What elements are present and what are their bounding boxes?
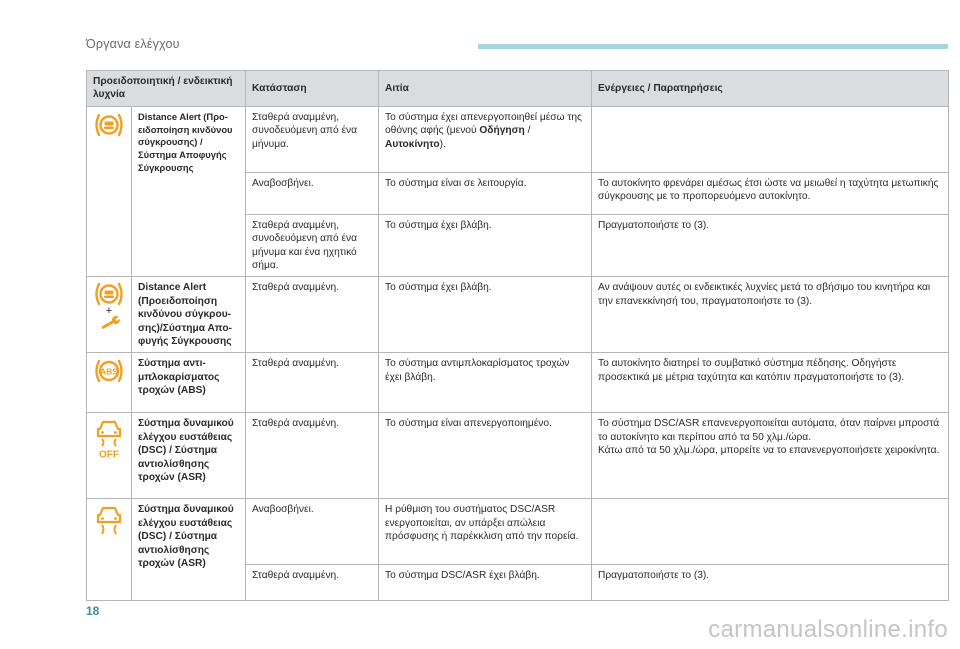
esc-off-icon (93, 417, 125, 459)
state-cell: Σταθερά αναμμένη, συνοδευόμενη από ένα μήνυμα και ένα ηχητικό σήμα. (246, 214, 379, 277)
action-cell (592, 413, 949, 499)
cause-cell: Το σύστημα είναι απενεργοποιημένο. (379, 413, 592, 499)
cause-separator: / (524, 125, 531, 137)
state-cell: Σταθερά αναμμένη. (246, 353, 379, 413)
abs-icon (93, 357, 125, 385)
lamp-icon-cell (87, 277, 132, 353)
action-text: Το σύστημα DSC/ASR επανενεργοποιείται αυτόματα, όταν παίρνει μπροστά το αυτοκίνητο και περίπου από τα 50 χλμ./ώρα. (598, 418, 940, 443)
page-number: 18 (86, 604, 100, 618)
lamp-name: Distance Alert (Προ-ειδοποίηση κινδύνου σύγκρουσης) / Σύστημα Αποφυγής Σύγκρουσης (132, 106, 246, 277)
lamp-icon-cell (87, 413, 132, 499)
cause-cell (379, 106, 592, 172)
action-text-2: Κάτω από τα 50 χλμ./ώρα, μπορείτε να το επανενεργοποιήσετε χειροκίνητα. (598, 445, 940, 457)
lamp-name: Σύστημα αντι-μπλοκαρίσματος τροχών (ABS) (132, 353, 246, 413)
state-cell: Σταθερά αναμμένη. (246, 277, 379, 353)
warning-lamps-table (86, 70, 949, 601)
table-row (87, 413, 949, 499)
header-actions: Ενέργειες / Παρατηρήσεις (592, 71, 949, 107)
lamp-icon-cell (87, 499, 132, 601)
menu-vehicle-label: Αυτοκίνητο (385, 138, 440, 150)
table-row (87, 353, 949, 413)
cause-cell: Το σύστημα έχει βλάβη. (379, 277, 592, 353)
cause-text-end: ). (439, 138, 446, 150)
table-row (87, 106, 949, 172)
action-cell: Πραγματοποιήστε το (3). (592, 214, 949, 277)
distance-alert-icon (93, 111, 125, 139)
svg-text:+: + (105, 305, 113, 318)
table-row (87, 277, 949, 353)
cause-cell: Το σύστημα αντιμπλοκαρίσματος τροχών έχει βλάβη. (379, 353, 592, 413)
table-header-row (87, 71, 949, 107)
lamp-icon-cell (87, 106, 132, 277)
state-cell: Αναβοσβήνει. (246, 172, 379, 214)
state-cell: Σταθερά αναμμένη. (246, 413, 379, 499)
cause-cell: Η ρύθμιση του συστήματος DSC/ASR ενεργοποιείται, αν υπάρξει απώλεια πρόσφυσης ή παρέκκλιση από την πορεία. (379, 499, 592, 565)
lamp-name: Distance Alert (Προειδοποίηση κινδύνου σύγκρου-σης)/Σύστημα Απο-φυγής Σύγκρουσης (132, 277, 246, 353)
state-cell: Σταθερά αναμμένη, συνοδευόμενη από ένα μήνυμα. (246, 106, 379, 172)
watermark: carmanualsonline.info (708, 616, 948, 643)
state-cell: Σταθερά αναμμένη. (246, 565, 379, 601)
header-accent-bar (478, 44, 948, 49)
cause-cell: Το σύστημα έχει βλάβη. (379, 214, 592, 277)
header-cause: Αιτία (379, 71, 592, 107)
esc-icon (93, 503, 125, 537)
cause-cell: Το σύστημα είναι σε λειτουργία. (379, 172, 592, 214)
lamp-icon-cell (87, 353, 132, 413)
table-row (87, 499, 949, 565)
svg-text:ABS: ABS (100, 366, 118, 377)
action-cell: Το αυτοκίνητο διατηρεί το συμβατικό σύστημα πέδησης. Οδηγήστε προσεκτικά με μέτρια ταχύτητα και κατόπιν πραγματοποιήστε το (3). (592, 353, 949, 413)
header-lamp: Προειδοποιητική / ενδεικτική λυχνία (87, 71, 246, 107)
cause-text: Το σύστημα έχει απενεργοποιηθεί μέσω της οθόνης αφής (μενού (385, 111, 582, 137)
cause-cell: Το σύστημα DSC/ASR έχει βλάβη. (379, 565, 592, 601)
header-state: Κατάσταση (246, 71, 379, 107)
state-cell: Αναβοσβήνει. (246, 499, 379, 565)
distance-alert-service-icon (93, 281, 125, 331)
menu-driving-label: Οδήγηση (479, 125, 525, 137)
action-cell (592, 106, 949, 172)
action-cell: Πραγματοποιήστε το (3). (592, 565, 949, 601)
lamp-name: Σύστημα δυναμικού ελέγχου ευστάθειας (DSC) / Σύστημα αντιολίσθησης τροχών (ASR) (132, 413, 246, 499)
lamp-name: Σύστημα δυναμικού ελέγχου ευστάθειας (DSC) / Σύστημα αντιολίσθησης τροχών (ASR) (132, 499, 246, 601)
action-cell (592, 499, 949, 565)
action-cell: Αν ανάψουν αυτές οι ενδεικτικές λυχνίες μετά το σβήσιμο του κινητήρα και την επανεκκίνησή του, πραγματοποιήστε το (3). (592, 277, 949, 353)
off-label: OFF (99, 449, 119, 460)
section-title: Όργανα ελέγχου (86, 37, 180, 51)
action-cell: Το αυτοκίνητο φρενάρει αμέσως έτσι ώστε να μειωθεί η ταχύτητα μετωπικής σύγκρουσης με το προπορευόμενο αυτοκίνητο. (592, 172, 949, 214)
